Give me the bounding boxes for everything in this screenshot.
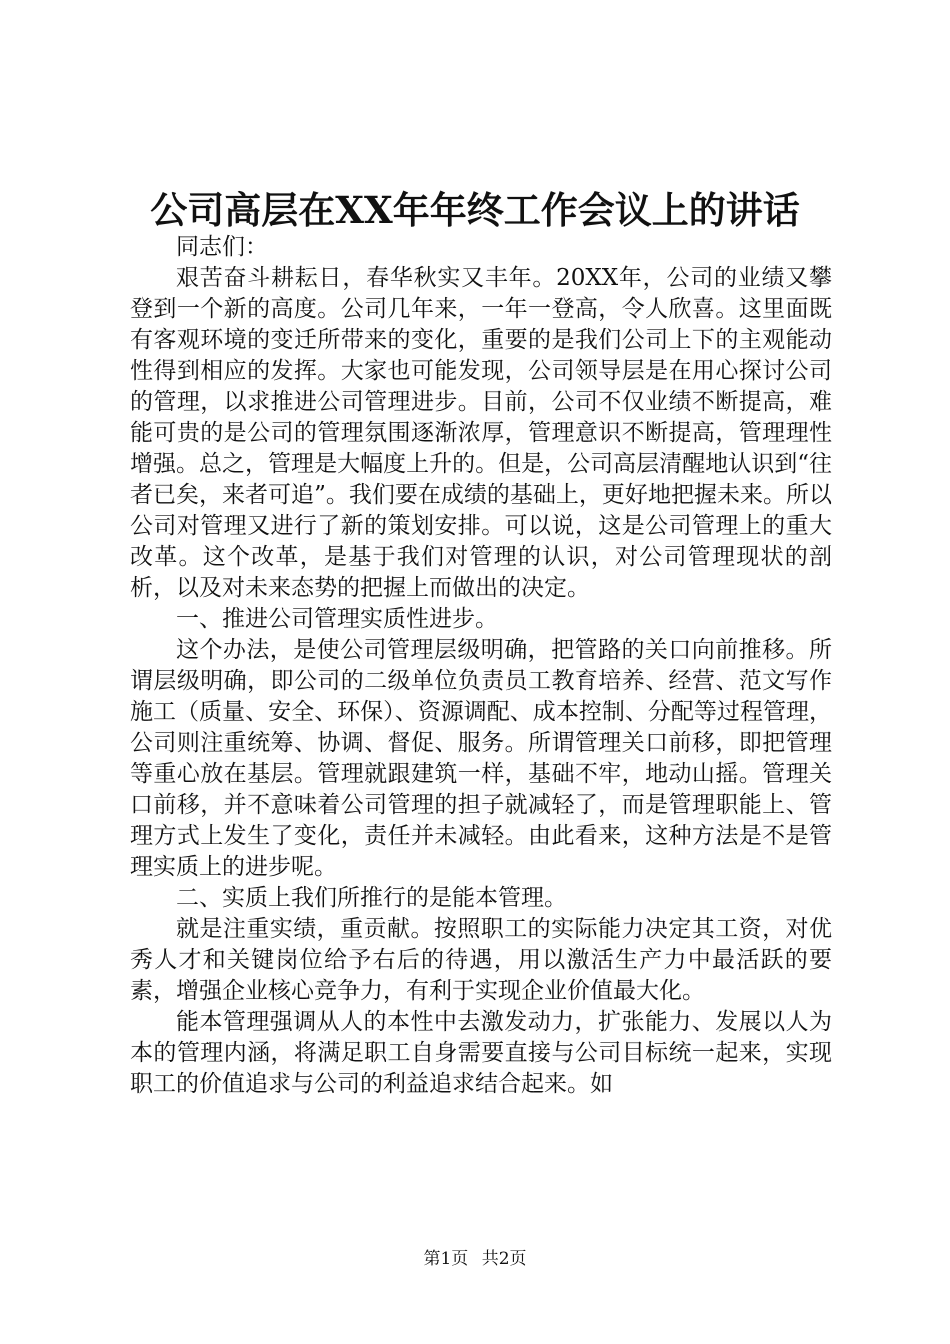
page-total: 共2页 <box>481 1249 527 1269</box>
body-paragraph: 就是注重实绩，重贡献。按照职工的实际能力决定其工资，对优秀人才和关键岗位给予右后的待遇，用以激活生产力中最活跃的要素，增强企业核心竞争力，有利于实现企业价值最大化。 <box>130 916 832 1004</box>
body-paragraph: 艰苦奋斗耕耘日，春华秋实又丰年。20XX年，公司的业绩又攀登到一个新的高度。公司几年来，一年一登高，令人欣喜。这里面既有客观环境的变迁所带来的变化，重要的是我们公司上下的主观能动性得到相应的发挥。大家也可能发现，公司领导层是在用心探讨公司的管理，以求推进公司管理进步。目前，公司不仅业绩不断提高，难能可贵的是公司的管理氛围逐渐浓厚，管理意识不断提高，管理理性增强。总之，管理是大幅度上升的。但是，公司高层清醒地认识到“往者已矣，来者可追”。我们要在成绩的基础上，更好地把握未来。所以公司对管理又进行了新的策划安排。可以说，这是公司管理上的重大改革。这个改革，是基于我们对管理的认识，对公司管理现状的剖析，以及对未来态势的把握上而做出的决定。 <box>130 265 832 601</box>
page-number: 第1页 <box>423 1249 469 1269</box>
body-paragraph: 这个办法，是使公司管理层级明确，把管路的关口向前推移。所谓层级明确，即公司的二级单位负责员工教育培养、经营、范文写作施工（质量、安全、环保）、资源调配、成本控制、分配等过程管理，公司则注重统筹、协调、督促、服务。所谓管理关口前移，即把管理等重心放在基层。管理就跟建筑一样，基础不牢，地动山摇。管理关口前移，并不意味着公司管理的担子就减轻了，而是管理职能上、管理方式上发生了变化，责任并未减轻。由此看来，这种方法是不是管理实质上的进步呢。 <box>130 637 832 880</box>
document-title: 公司高层在XX年年终工作会议上的讲话 <box>150 188 800 232</box>
section-heading: 二、实质上我们所推行的是能本管理。 <box>176 885 567 911</box>
salutation-paragraph: 同志们： <box>176 234 268 260</box>
section-heading: 一、推进公司管理实质性进步。 <box>176 606 498 632</box>
page-footer <box>0 1248 950 1270</box>
document-body <box>130 232 832 1100</box>
body-paragraph: 能本管理强调从人的本性中去激发动力，扩张能力、发展以人为本的管理内涵，将满足职工自身需要直接与公司目标统一起来，实现职工的价值追求与公司的利益追求结合起来。如 <box>130 1009 832 1097</box>
